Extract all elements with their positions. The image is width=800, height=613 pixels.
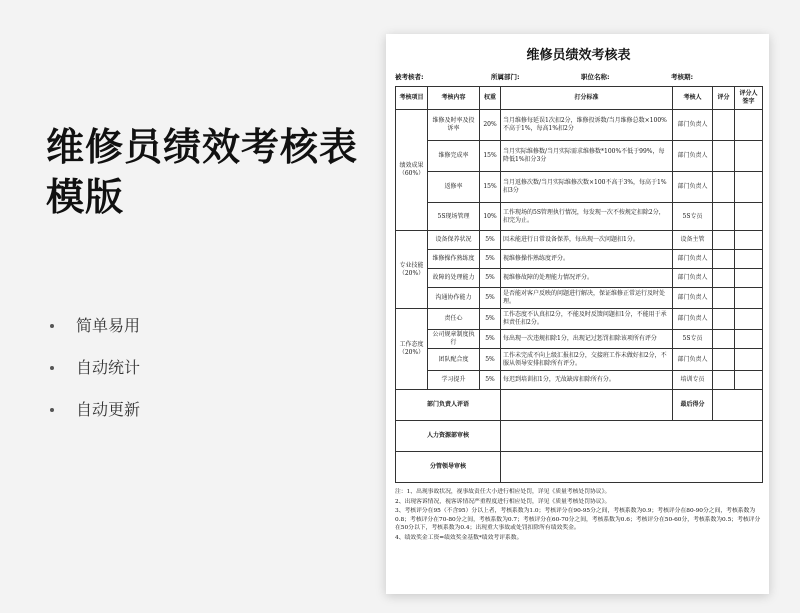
score-cell[interactable] (713, 371, 735, 390)
row-assessor: 5S专员 (673, 330, 713, 349)
row-assessor: 部门负责人 (673, 141, 713, 172)
header-standard: 打分标准 (501, 87, 673, 110)
note-item: 4、绩效奖金工资=绩效奖金基数*绩效考评系数。 (395, 534, 523, 541)
row-weight: 5% (480, 231, 501, 250)
row-content: 故障的处理能力 (428, 269, 480, 288)
row-standard: 工作态度不认真扣2分，不能及时反馈问题扣1分，不能用于承担责任扣2分。 (501, 309, 673, 330)
row-weight: 15% (480, 141, 501, 172)
row-content: 返修率 (428, 172, 480, 203)
feature-label: 简单易用 (76, 316, 141, 335)
bullet-icon (50, 366, 54, 370)
row-standard: 当月返修次数/当月实际维修次数×100不高于3%，每高于1%扣3分 (501, 172, 673, 203)
dept-comment-label: 部门负责人评语 (396, 390, 501, 421)
signature-cell[interactable] (735, 269, 763, 288)
row-assessor: 部门负责人 (673, 349, 713, 371)
leader-review-cell[interactable] (501, 452, 763, 483)
row-standard: 每迟到培训扣1分，无故缺席扣除所有分。 (501, 371, 673, 390)
row-weight: 5% (480, 309, 501, 330)
row-assessor: 培训专员 (673, 371, 713, 390)
row-content: 维修操作熟练度 (428, 250, 480, 269)
row-standard: 当月实际维修数/当月实际需求维修数*100%不低于99%，每降低1%扣分3分 (501, 141, 673, 172)
meta-period: 考核期: (671, 73, 694, 81)
score-cell[interactable] (713, 172, 735, 203)
header-weight: 权重 (480, 87, 501, 110)
score-cell[interactable] (713, 309, 735, 330)
score-cell[interactable] (713, 110, 735, 141)
row-weight: 10% (480, 203, 501, 231)
row-content: 公司规章制度执行 (428, 330, 480, 349)
table-row (396, 452, 763, 483)
row-standard: 每出现一次违规扣除1分，出现记过惩罚扣除该项所有评分 (501, 330, 673, 349)
feature-label: 自动统计 (76, 358, 141, 377)
row-content: 学习提升 (428, 371, 480, 390)
row-assessor: 部门负责人 (673, 110, 713, 141)
row-content: 维修及时率及投诉率 (428, 110, 480, 141)
score-cell[interactable] (713, 250, 735, 269)
row-assessor: 部门负责人 (673, 172, 713, 203)
feature-item (50, 400, 140, 442)
signature-cell[interactable] (735, 231, 763, 250)
document-preview (386, 34, 769, 594)
header-score: 评分 (713, 87, 735, 110)
row-standard: 是否能对客户反映的问题进行解决，保证维修正常运行及时处理。 (501, 288, 673, 309)
row-weight: 5% (480, 250, 501, 269)
signature-cell[interactable] (735, 141, 763, 172)
table-row (396, 349, 763, 371)
notes-section (395, 488, 762, 543)
row-weight: 5% (480, 269, 501, 288)
meta-department: 所属部门: (491, 73, 520, 81)
final-score-cell[interactable] (713, 390, 763, 421)
assessment-table (395, 86, 763, 483)
row-standard: 当月维修每延误1次扣2分，维修投诉数/当月维修总数×100%不高于1%，每高1%扣2分 (501, 110, 673, 141)
hr-review-label: 人力资源部审核 (396, 421, 501, 452)
score-cell[interactable] (713, 269, 735, 288)
meta-row (395, 72, 762, 86)
signature-cell[interactable] (735, 309, 763, 330)
leader-review-label: 分管领导审核 (396, 452, 501, 483)
table-row (396, 231, 763, 250)
row-standard: 工作未完成不向上级汇报扣2分，交接班工作未做好扣2分，不服从领导安排扣除所有评分。 (501, 349, 673, 371)
row-weight: 5% (480, 371, 501, 390)
table-row (396, 390, 763, 421)
group-name: 工作态度（20%） (396, 309, 428, 390)
table-row (396, 141, 763, 172)
final-score-label: 最后得分 (673, 390, 713, 421)
table-row (396, 110, 763, 141)
table-row (396, 288, 763, 309)
row-content: 团队配合度 (428, 349, 480, 371)
signature-cell[interactable] (735, 349, 763, 371)
table-row (396, 309, 763, 330)
signature-cell[interactable] (735, 172, 763, 203)
note-item: 2、出现客诉情况，视客诉情况严重程度进行相应处罚，详见《质量考核处罚协议》。 (395, 498, 611, 505)
table-row (396, 421, 763, 452)
hero-panel (0, 0, 360, 613)
signature-cell[interactable] (735, 371, 763, 390)
row-standard: 工作现场的5S管理执行情况，每发现一次不按规定扣除2分，扣完为止。 (501, 203, 673, 231)
signature-cell[interactable] (735, 110, 763, 141)
table-row (396, 203, 763, 231)
row-standard: 因未能进行日常设备保养，每出现一次问题扣1分。 (501, 231, 673, 250)
row-assessor: 部门负责人 (673, 250, 713, 269)
feature-list (50, 316, 140, 442)
meta-position: 职位名称: (581, 73, 610, 81)
hero-title: 维修员绩效考核表模版 (46, 125, 359, 219)
table-row (396, 250, 763, 269)
header-item: 考核项目 (396, 87, 428, 110)
feature-item (50, 358, 140, 400)
row-weight: 5% (480, 330, 501, 349)
row-assessor: 5S专员 (673, 203, 713, 231)
signature-cell[interactable] (735, 250, 763, 269)
row-weight: 5% (480, 288, 501, 309)
row-weight: 20% (480, 110, 501, 141)
row-content: 沟通协作能力 (428, 288, 480, 309)
group-name: 绩效成果（60%） (396, 110, 428, 231)
group-name: 专业技能（20%） (396, 231, 428, 309)
signature-cell[interactable] (735, 203, 763, 231)
score-cell[interactable] (713, 330, 735, 349)
hr-review-cell[interactable] (501, 421, 763, 452)
row-assessor: 设备主管 (673, 231, 713, 250)
feature-item (50, 316, 140, 358)
row-standard: 视维修故障的处理能力情况评分。 (501, 269, 673, 288)
table-row (396, 172, 763, 203)
header-assessor: 考核人 (673, 87, 713, 110)
row-content: 5S现场管理 (428, 203, 480, 231)
score-cell[interactable] (713, 203, 735, 231)
signature-cell[interactable] (735, 288, 763, 309)
score-cell[interactable] (713, 141, 735, 172)
dept-comment-cell[interactable] (501, 390, 673, 421)
row-assessor: 部门负责人 (673, 309, 713, 330)
row-assessor: 部门负责人 (673, 269, 713, 288)
document-title: 维修员绩效考核表 (526, 48, 631, 63)
row-content: 责任心 (428, 309, 480, 330)
table-row (396, 330, 763, 349)
row-standard: 视维修操作熟练度评分。 (501, 250, 673, 269)
row-content: 维修完成率 (428, 141, 480, 172)
row-content: 设备保养状况 (428, 231, 480, 250)
note-item: 3、考核评分在95（不含95）分以上者，考核系数为1.0；考核评分在90-95分之间，考核系数为0.9；考核评分在80-90分之间，考核系数为0.8；考核评分在70-80分之间，考核系数为0.7；考核评分在60-70分之间，考核系数为0.6；考核评分在50-60分，考核系数为0.5；考核评分在50分以下，考核系数为0.4；出现重大事故或处罚扣除所有绩效奖金。 (395, 508, 761, 532)
signature-cell[interactable] (735, 330, 763, 349)
header-signature: 评分人签字 (735, 87, 763, 110)
row-assessor: 部门负责人 (673, 288, 713, 309)
bullet-icon (50, 408, 54, 412)
table-row (396, 269, 763, 288)
score-cell[interactable] (713, 349, 735, 371)
score-cell[interactable] (713, 288, 735, 309)
row-weight: 5% (480, 349, 501, 371)
score-cell[interactable] (713, 231, 735, 250)
table-header-row (396, 87, 763, 110)
feature-label: 自动更新 (76, 400, 141, 419)
meta-assessee: 被考核者: (395, 73, 424, 81)
note-item: 注：1、出现事故状况，视事故责任大小进行相应处罚，详见《质量考核处罚协议》。 (395, 489, 611, 495)
bullet-icon (50, 324, 54, 328)
table-row (396, 371, 763, 390)
row-weight: 15% (480, 172, 501, 203)
header-content: 考核内容 (428, 87, 480, 110)
